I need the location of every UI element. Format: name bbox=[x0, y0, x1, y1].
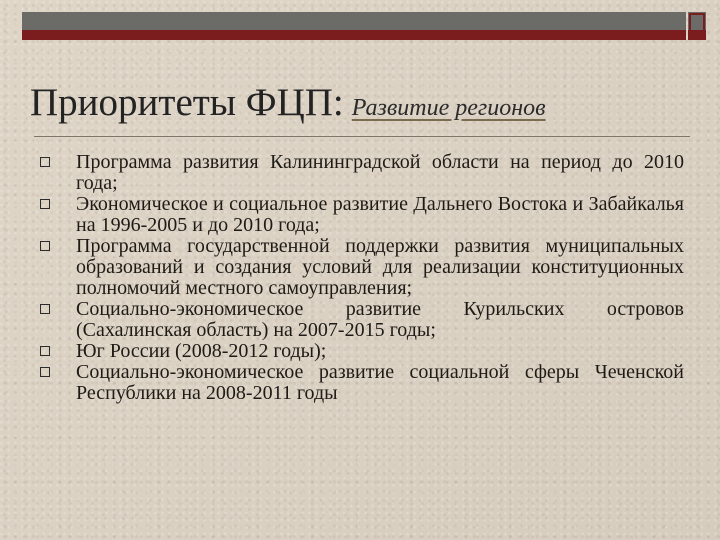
bullet-item-2 bbox=[34, 194, 684, 236]
slide-title bbox=[30, 80, 690, 130]
bullet-item-text-3: Программа государственной поддержки развития муниципальных образований и создания условий для реализации конституционных полномочий местного самоуправления; bbox=[76, 235, 684, 299]
square-bullet-icon bbox=[40, 304, 50, 314]
title-divider bbox=[34, 136, 690, 137]
top-decoration-bar bbox=[22, 30, 686, 40]
square-bullet-icon bbox=[40, 346, 50, 356]
bullet-item-5 bbox=[34, 341, 684, 362]
bullet-item-text-2: Экономическое и социальное развитие Дальнего Востока и Забайкалья на 1996-2005 и до 2010 года; bbox=[76, 193, 684, 236]
bullet-item-text-1: Программа развития Калининградской области на период до 2010 года; bbox=[76, 151, 684, 194]
bullet-item-6 bbox=[34, 362, 684, 404]
top-decoration-shadow bbox=[22, 12, 686, 30]
square-bullet-icon bbox=[40, 199, 50, 209]
title-subtitle: Развитие регионов bbox=[351, 95, 546, 121]
bullet-item-1 bbox=[34, 152, 684, 194]
bullet-item-text-5: Юг России (2008-2012 годы); bbox=[76, 340, 327, 362]
square-bullet-icon bbox=[40, 241, 50, 251]
bullet-item-text-6: Социально-экономическое развитие социальной сферы Чеченской Республики на 2008-2011 годы bbox=[76, 361, 684, 404]
square-bullet-icon bbox=[40, 367, 50, 377]
bullet-item-text-4: Социально-экономическое развитие Курильских островов (Сахалинская область) на 2007-2015 годы; bbox=[76, 298, 684, 341]
bullet-item-3 bbox=[34, 236, 684, 299]
corner-decoration-box bbox=[688, 30, 706, 40]
square-bullet-icon bbox=[40, 157, 50, 167]
title-main: Приоритеты ФЦП: bbox=[30, 81, 344, 124]
bullet-item-4 bbox=[34, 299, 684, 341]
bullet-list bbox=[34, 152, 684, 404]
